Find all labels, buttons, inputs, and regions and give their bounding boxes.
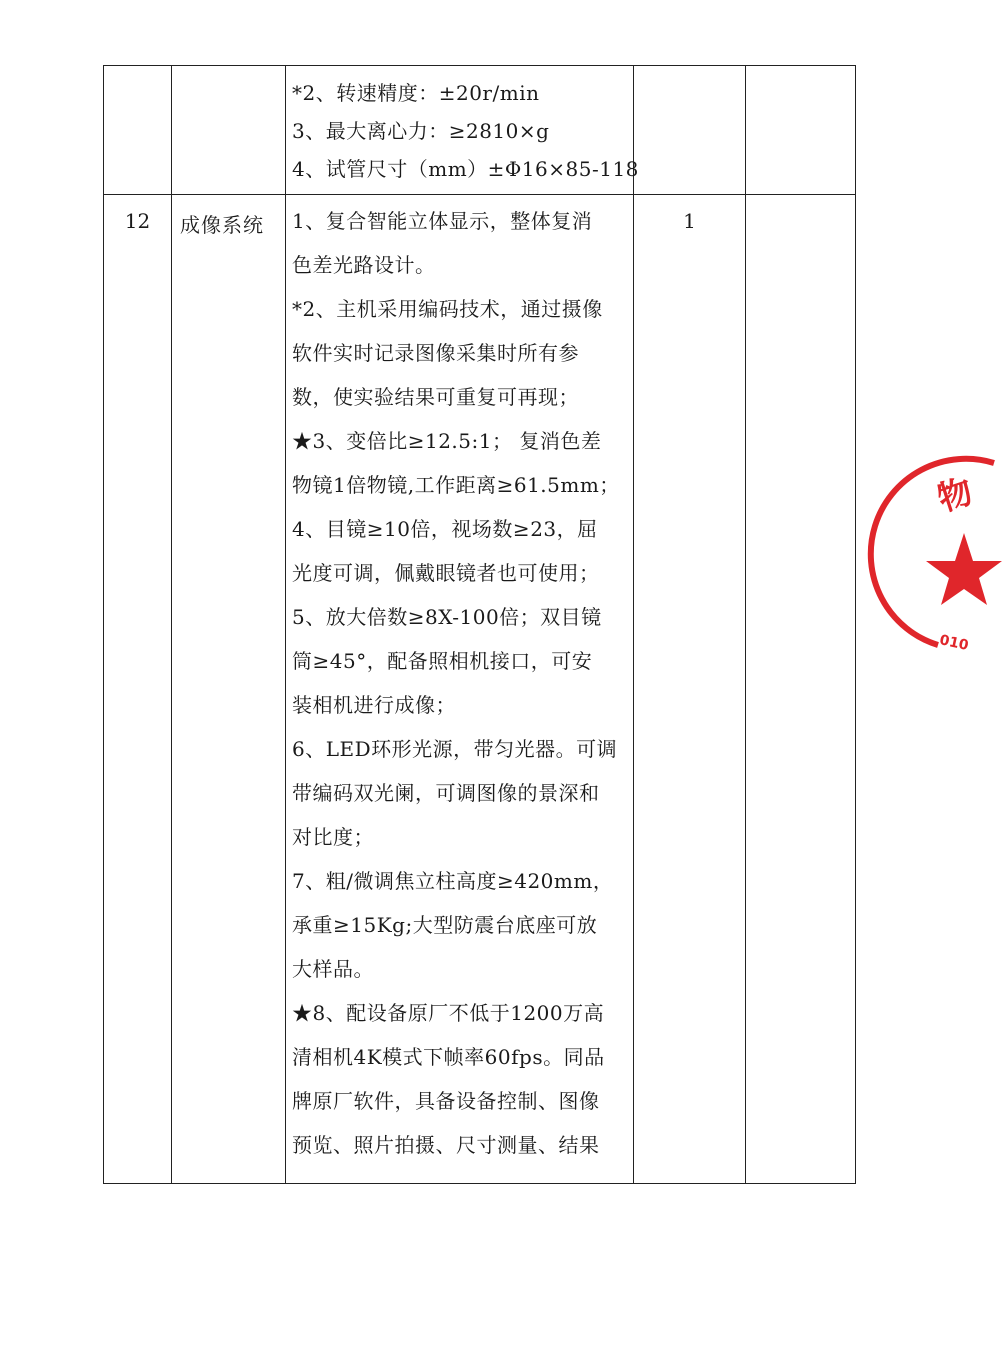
note-cell xyxy=(746,66,856,195)
stamp-bottom-text: 010 xyxy=(938,632,970,654)
spec-line: 3、最大离心力：≥2810×g xyxy=(292,119,550,143)
spec-cell xyxy=(286,66,639,195)
spec-line: *2、主机采用编码技术，通过摄像 xyxy=(292,297,603,321)
spec-line: 4、试管尺寸（mm）±Φ16×85-118 xyxy=(292,157,639,181)
stamp-ring xyxy=(871,459,994,645)
spec-line: 物镜1倍物镜,工作距离≥61.5mm； xyxy=(292,473,620,497)
stamp-top-text: 物 xyxy=(932,471,978,520)
spec-line: ★8、配设备原厂不低于1200万高 xyxy=(292,1001,605,1025)
spec-line: 软件实时记录图像采集时所有参 xyxy=(292,341,579,365)
table-row xyxy=(104,66,856,195)
spec-line: 6、LED环形光源，带匀光器。可调 xyxy=(292,737,618,761)
item-name: 成像系统 xyxy=(172,195,286,1184)
spec-line: 大样品。 xyxy=(292,957,374,981)
spec-line: ★3、变倍比≥12.5:1； 复消色差 xyxy=(292,429,602,453)
spec-line: 牌原厂软件，具备设备控制、图像 xyxy=(292,1089,600,1113)
spec-line: 7、粗/微调焦立柱高度≥420mm， xyxy=(292,869,614,893)
spec-table xyxy=(103,65,856,1184)
spec-line: 清相机4K模式下帧率60fps。同品 xyxy=(292,1045,605,1069)
item-name xyxy=(172,66,286,195)
spec-line: 色差光路设计。 xyxy=(292,253,436,277)
spec-list xyxy=(286,66,639,188)
spec-line: 4、目镜≥10倍，视场数≥23，屈 xyxy=(292,517,598,541)
stamp-star-icon xyxy=(926,533,1002,605)
spec-line: 预览、照片拍摄、尺寸测量、结果 xyxy=(292,1133,600,1157)
spec-cell xyxy=(286,195,634,1184)
row-number: 12 xyxy=(104,195,172,1184)
spec-line: 光度可调，佩戴眼镜者也可使用； xyxy=(292,561,600,585)
note-cell xyxy=(746,195,856,1184)
spec-line: 数，使实验结果可重复可再现； xyxy=(292,385,579,409)
spec-line: 对比度； xyxy=(292,825,374,849)
spec-line: 1、复合智能立体显示，整体复消 xyxy=(292,209,593,233)
spec-line: 装相机进行成像； xyxy=(292,693,456,717)
spec-line: 带编码双光阑，可调图像的景深和 xyxy=(292,781,600,805)
quantity-cell: 1 xyxy=(634,195,746,1184)
spec-line: *2、转速精度：±20r/min xyxy=(292,81,540,105)
red-seal-stamp-icon xyxy=(924,455,1004,665)
spec-list xyxy=(286,195,633,1167)
quantity-cell xyxy=(634,66,746,195)
spec-line: 5、放大倍数≥8X-100倍；双目镜 xyxy=(292,605,602,629)
row-number xyxy=(104,66,172,195)
spec-line: 承重≥15Kg;大型防震台底座可放 xyxy=(292,913,598,937)
spec-line: 筒≥45°，配备照相机接口，可安 xyxy=(292,649,593,673)
table-row xyxy=(104,195,856,1184)
